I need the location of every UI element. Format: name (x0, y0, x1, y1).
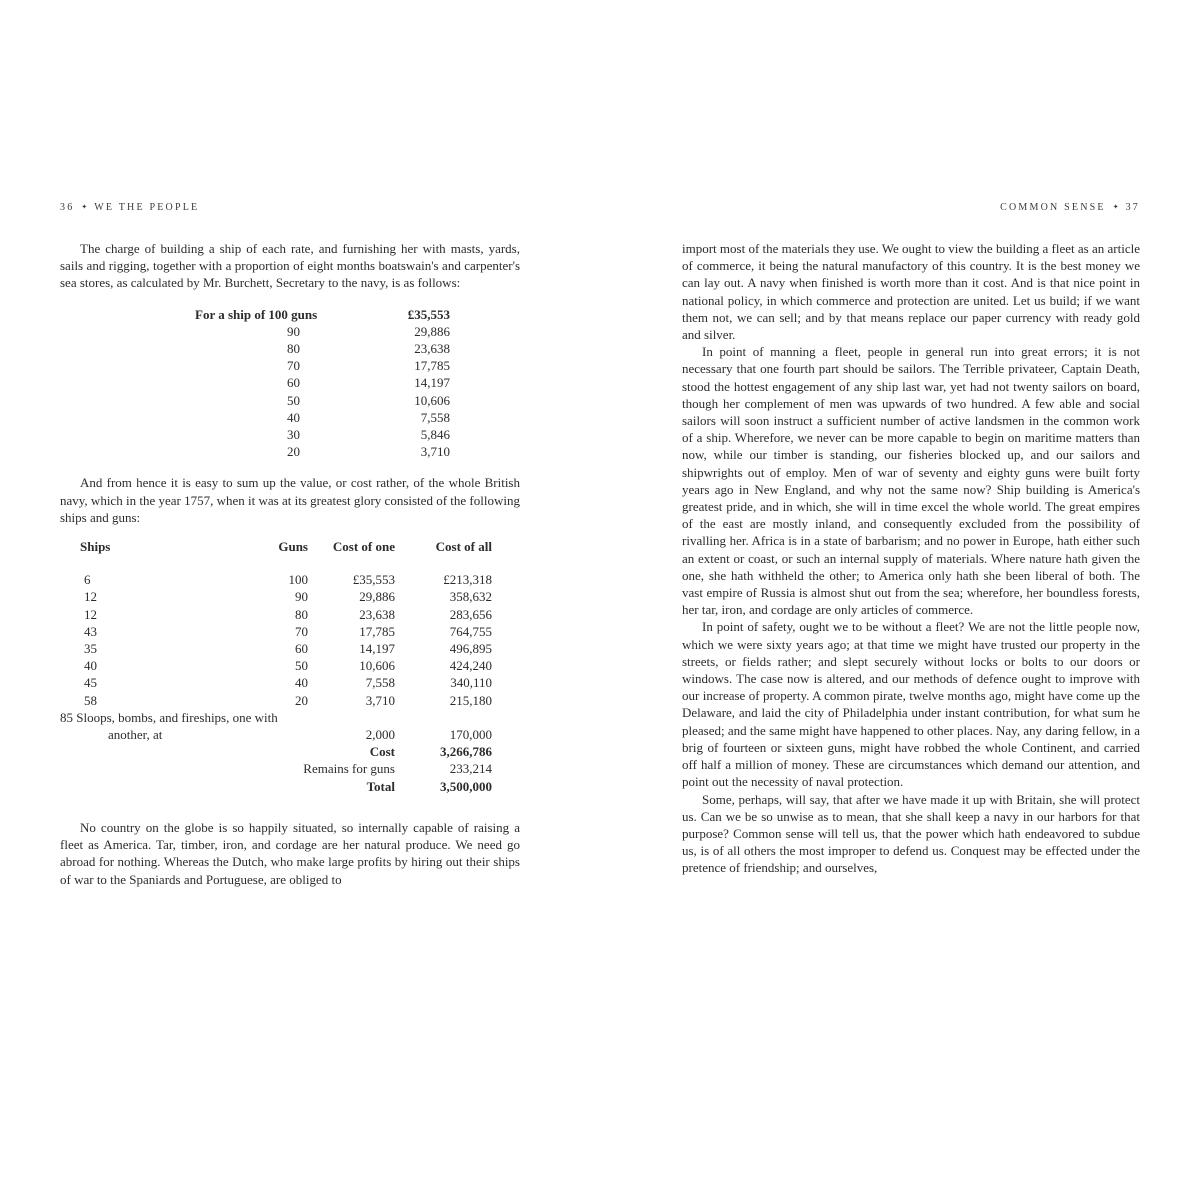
cost-cell: 29,886 (414, 323, 450, 339)
header-ships: Ships (80, 539, 111, 555)
table-row (60, 571, 492, 588)
ships-cell: 35 (84, 641, 97, 657)
right-running-head (682, 202, 1140, 214)
left-page-number: 36 (60, 202, 75, 213)
table-row (60, 606, 492, 623)
paragraph-navy-sum: And from hence it is easy to sum up the value, or cost rather, of the whole British navy, which in the year 1757, when it was at its greatest glory consisted of the following ships and guns: (60, 475, 520, 525)
table-row (60, 588, 492, 605)
cost-all-cell: 764,755 (449, 623, 492, 639)
table-row (195, 306, 450, 323)
table-row (195, 443, 450, 460)
guns-cell: 80 (287, 341, 300, 357)
guns-cell: 50 (295, 658, 308, 674)
remains-value: 233,214 (449, 761, 492, 777)
paragraph-manning-fleet: In point of manning a fleet, people in general run into great errors; it is not necessary that one fourth part should be sailors. The Terrible privateer, Captain Death, stood the hottest engagement of any ship last war, yet had not twenty sailors on board, though her complement of men was upwards of two hundred. A few able and social sailors will soon instruct a sufficient number of active landsmen in the common work of a ship. Wherefore, we never can be more capable to begin on maritime matters than now, while our timber is standing, our fisheries blocked up, and our sailors and shipwrights out of employ. Men of war of seventy and eighty guns were built forty years ago in New England, and why not the same now? Ship building is America's greatest pride, and in which, she will in time excel the whole world. The great empires of the east are mostly inland, and consequently excluded from the possibility of rivalling her. Africa is in a state of barbarism; and no power in Europe, hath either such an extent or coast, or such an internal supply of materials. Where nature hath given the one, she hath withheld the other; to America only hath she been liberal of both. The vast empire of Russia is almost shut out from the sea; wherefore, her boundless forests, her tar, iron, and cordage are only articles of commerce. (682, 344, 1140, 618)
table-row (60, 640, 492, 657)
table-row (195, 374, 450, 391)
table-row (195, 392, 450, 409)
table-row (195, 323, 450, 340)
paragraph-some-perhaps: Some, perhaps, will say, that after we have made it up with Britain, she will protect us. Can we be so unwise as to mean, that she shall keep a navy in our harbors for that purpose? Common sense will tell us, that the power which hath endeavored to subdue us, is of all others the most improper to defend us. Conquest may be effected under the pretence of friendship; and ourselves, (682, 791, 1140, 876)
table-row (195, 357, 450, 374)
ornament-icon: ✦ (81, 203, 88, 211)
ships-cell: 43 (84, 623, 97, 639)
table-row (195, 340, 450, 357)
cost-all-cell: 358,632 (449, 589, 492, 605)
total-label: Total (366, 778, 395, 794)
ships-cell: 58 (84, 692, 97, 708)
cost-cell: 23,638 (414, 341, 450, 357)
table1-first-label: For a ship of 100 guns (195, 306, 318, 322)
guns-cell: 40 (295, 675, 308, 691)
sloops-cost-one: 2,000 (365, 727, 395, 743)
cost-cell: 5,846 (420, 427, 450, 443)
cost-total-row (60, 743, 492, 760)
right-page (682, 202, 1140, 877)
paragraph-point-of-safety: In point of safety, ought we to be without a fleet? We are not the little people now, which we were sixty years ago; at that time we might have trusted our property in the streets, or fields rather; and slept securely without locks or bolts to our doors or windows. The case now is altered, and our methods of defence ought to improve with our increase of property. A common pirate, twelve months ago, might have come up the Delaware, and laid the city of Philadelphia under instant contribution, for what sum he pleased; and the same might have happened to other places. Nay, any daring fellow, in a brig of fourteen or sixteen guns, might have robbed the whole Continent, and carried off half a million of money. These are circumstances which demand our attention, and point out the necessity of naval protection. (682, 619, 1140, 790)
header-guns: Guns (278, 539, 308, 555)
right-page-number: 37 (1125, 202, 1140, 213)
table-row (60, 657, 492, 674)
guns-cell: 20 (287, 444, 300, 460)
sloops-cost-all: 170,000 (449, 727, 492, 743)
right-running-title: COMMON SENSE (1000, 202, 1106, 213)
guns-cell: 60 (295, 641, 308, 657)
ships-cell: 6 (84, 572, 91, 588)
table-header-row (60, 538, 492, 555)
guns-cell: 30 (287, 427, 300, 443)
paragraph-no-country: No country on the globe is so happily situated, so internally capable of raising a fleet as America. Tar, timber, iron, and cordage are her natural produce. We need go abroad for nothing. Whereas the Dutch, who make large profits by hiring out their ships of war to the Spaniards and Portuguese, are obliged to (60, 819, 520, 887)
cost-all-cell: 496,895 (449, 641, 492, 657)
cost-cell: 10,606 (414, 392, 450, 408)
ships-cell: 12 (84, 606, 97, 622)
grand-total-row (60, 778, 492, 795)
guns-cell: 80 (295, 606, 308, 622)
cost-all-cell: 283,656 (449, 606, 492, 622)
cost-cell: 7,558 (420, 409, 450, 425)
sloops-label: 85 Sloops, bombs, and fireships, one with (60, 709, 278, 725)
header-cost-of-all: Cost of all (435, 539, 492, 555)
remains-label: Remains for guns (303, 761, 395, 777)
cost-one-cell: 14,197 (359, 641, 395, 657)
sloops-row-line2 (60, 726, 492, 743)
table-row (195, 426, 450, 443)
cost-one-cell: 3,710 (365, 692, 395, 708)
cost-one-cell: 23,638 (359, 606, 395, 622)
ships-cell: 40 (84, 658, 97, 674)
sloops-row-line1 (60, 709, 492, 726)
table-row (60, 674, 492, 691)
cost-value: 3,266,786 (440, 744, 492, 760)
cost-all-cell: 340,110 (450, 675, 492, 691)
left-page (60, 202, 520, 888)
guns-cell: 40 (287, 409, 300, 425)
total-value: 3,500,000 (440, 778, 492, 794)
guns-cell: 60 (287, 375, 300, 391)
cost-one-cell: 29,886 (359, 589, 395, 605)
cost-label: Cost (369, 744, 395, 760)
header-cost-of-one: Cost of one (332, 539, 395, 555)
ships-cell: 12 (84, 589, 97, 605)
cost-cell: 3,710 (420, 444, 450, 460)
cost-one-cell: £35,553 (352, 572, 395, 588)
ornament-icon: ✦ (1112, 203, 1119, 211)
cost-one-cell: 17,785 (359, 623, 395, 639)
table-row (60, 623, 492, 640)
cost-one-cell: 10,606 (359, 658, 395, 674)
cost-one-cell: 7,558 (365, 675, 395, 691)
ship-rate-cost-table (195, 306, 450, 461)
left-running-head (60, 202, 520, 214)
paragraph-import-materials: import most of the materials they use. We ought to view the building a fleet as an article of commerce, it being the natural manufactory of this country. It is the best money we can lay out. A navy when finished is worth more than it cost. And is that nice point in national policy, in which commerce and protection are united. Let us build; if we want them not, we can sell; and by that means replace our paper currency with ready gold and silver. (682, 241, 1140, 343)
remains-row (60, 760, 492, 777)
navy-cost-table (60, 538, 492, 795)
left-running-title: WE THE PEOPLE (94, 202, 200, 213)
guns-cell: 70 (295, 623, 308, 639)
guns-cell: 70 (287, 358, 300, 374)
cost-all-cell: 424,240 (449, 658, 492, 674)
paragraph-ship-charge: The charge of building a ship of each rate, and furnishing her with masts, yards, sails and rigging, together with a proportion of eight months boatswain's and carpenter's sea stores, as calculated by Mr. Burchett, Secretary to the navy, is as follows: (60, 241, 520, 291)
guns-cell: 90 (287, 323, 300, 339)
cost-cell: 14,197 (414, 375, 450, 391)
guns-cell: 20 (295, 692, 308, 708)
table-row (60, 692, 492, 709)
sloops-label-continued: another, at (108, 727, 163, 743)
guns-cell: 90 (295, 589, 308, 605)
cost-cell: 17,785 (414, 358, 450, 374)
guns-cell: 100 (288, 572, 308, 588)
cost-all-cell: 215,180 (449, 692, 492, 708)
table1-first-cost: £35,553 (407, 306, 450, 322)
table-row (195, 409, 450, 426)
guns-cell: 50 (287, 392, 300, 408)
cost-all-cell: £213,318 (443, 572, 492, 588)
ships-cell: 45 (84, 675, 97, 691)
